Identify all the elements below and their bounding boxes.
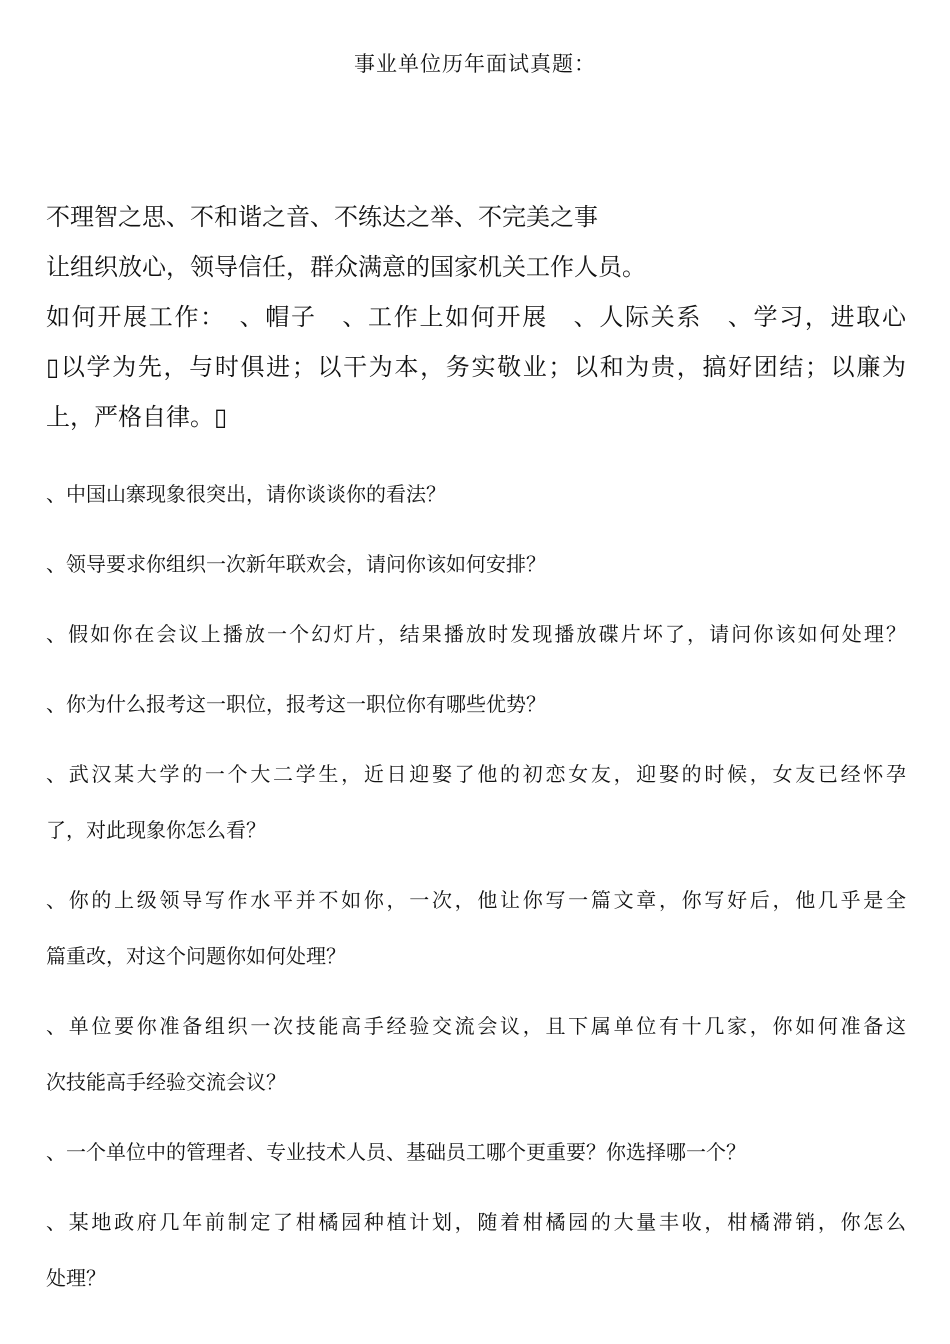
- question-item: [46, 1124, 906, 1180]
- intro-block: [46, 192, 906, 442]
- question-item: [46, 466, 906, 522]
- question-text-continued: 次技能高手经验交流会议？: [46, 1070, 286, 1094]
- missing-glyph-icon: ▯: [46, 353, 60, 381]
- intro-line: 上，严格自律。▯: [46, 403, 228, 431]
- question-text: 、武汉某大学的一个大二学生，近日迎娶了他的初恋女友，迎娶的时候，女友已经怀孕: [46, 762, 906, 786]
- question-text: 、一个单位中的管理者、专业技术人员、基础员工哪个更重要？你选择哪一个？: [46, 1140, 746, 1164]
- question-text-continued: 了，对此现象你怎么看？: [46, 818, 266, 842]
- question-text: 、领导要求你组织一次新年联欢会，请问你该如何安排？: [46, 552, 546, 576]
- missing-glyph-icon: ▯: [214, 403, 228, 431]
- question-text-continued: 篇重改，对这个问题你如何处理？: [46, 944, 346, 968]
- question-item: [46, 676, 906, 732]
- intro-line: ▯以学为先，与时俱进；以干为本，务实敬业；以和为贵，搞好团结；以廉为: [46, 353, 906, 381]
- question-text: 、中国山寨现象很突出，请你谈谈你的看法？: [46, 482, 446, 506]
- page-title: 事业单位历年面试真题：: [354, 52, 596, 76]
- intro-line: 如何开展工作： 、帽子 、工作上如何开展 、人际关系 、学习，进取心: [46, 303, 906, 331]
- question-item: [46, 606, 906, 662]
- question-text: 、单位要你准备组织一次技能高手经验交流会议，且下属单位有十几家，你如何准备这: [46, 1014, 906, 1038]
- question-item: [46, 746, 906, 858]
- question-item: [46, 998, 906, 1110]
- question-text: 、假如你在会议上播放一个幻灯片，结果播放时发现播放碟片坏了，请问你该如何处理？: [46, 622, 906, 646]
- question-list: [46, 466, 906, 1306]
- intro-line: 让组织放心，领导信任，群众满意的国家机关工作人员。: [46, 253, 646, 281]
- question-text: 、你为什么报考这一职位，报考这一职位你有哪些优势？: [46, 692, 546, 716]
- question-text: 、某地政府几年前制定了柑橘园种植计划，随着柑橘园的大量丰收，柑橘滞销，你怎么: [46, 1210, 906, 1234]
- question-text-continued: 处理？: [46, 1266, 106, 1290]
- question-item: [46, 872, 906, 984]
- question-item: [46, 536, 906, 592]
- question-item: [46, 1194, 906, 1306]
- intro-line: 不理智之思、不和谐之音、不练达之举、不完美之事: [46, 203, 598, 231]
- question-text: 、你的上级领导写作水平并不如你，一次，他让你写一篇文章，你写好后，他几乎是全: [46, 888, 906, 912]
